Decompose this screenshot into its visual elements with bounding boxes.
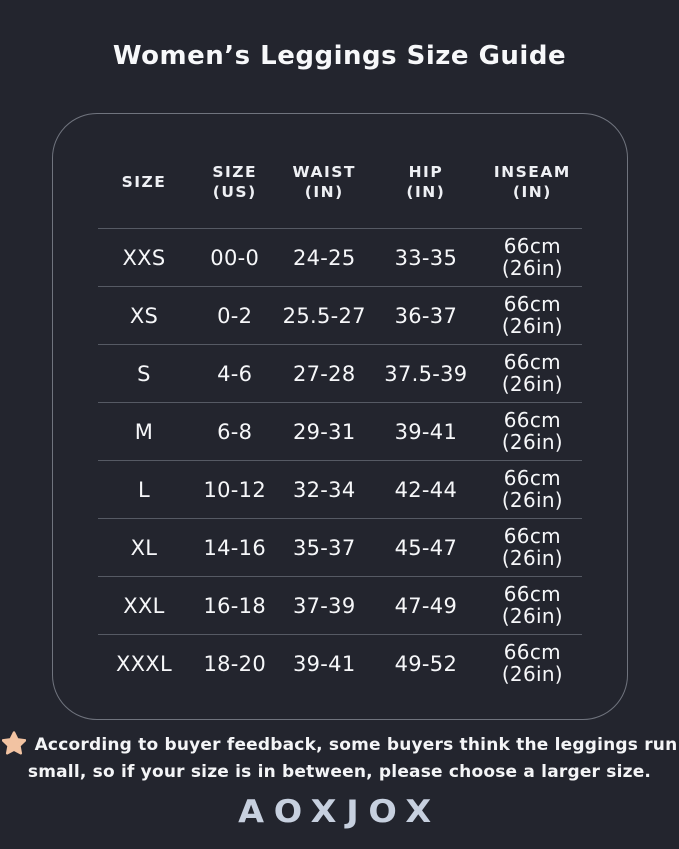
table-row-xxs	[98, 228, 582, 286]
size-us-cell: 10-12	[203, 477, 266, 502]
hip-cell: 36-37	[394, 303, 458, 328]
table-row-m	[98, 402, 582, 460]
inseam-cm: 66cm	[503, 581, 561, 606]
column-header-size-us	[190, 162, 280, 202]
table-row-xxl	[98, 576, 582, 634]
table-row-xs	[98, 286, 582, 344]
size-cell: XXS	[122, 245, 166, 270]
column-header-line: SIZE	[121, 172, 167, 191]
hip-cell: 47-49	[394, 593, 458, 618]
inseam-in: (26in)	[501, 371, 563, 396]
size-cell: L	[137, 477, 150, 502]
hip-cell: 42-44	[394, 477, 458, 502]
waist-cell: 32-34	[292, 477, 356, 502]
note-text-line-1: According to buyer feedback, some buyers think the leggings run	[34, 735, 678, 755]
size-cell: XXXL	[115, 651, 172, 676]
size-us-cell: 6-8	[217, 419, 253, 444]
waist-cell: 27-28	[292, 361, 356, 386]
inseam-cm: 66cm	[503, 349, 561, 374]
waist-cell: 35-37	[292, 535, 356, 560]
inseam-cm: 66cm	[503, 233, 561, 258]
size-cell: XL	[130, 535, 158, 560]
inseam-in: (26in)	[501, 603, 563, 628]
column-header-hip	[369, 162, 483, 202]
note-text-line-2: small, so if your size is in between, please choose a larger size.	[27, 762, 652, 782]
column-header-inseam	[483, 162, 582, 202]
hip-cell: 39-41	[394, 419, 458, 444]
note-line-2	[0, 759, 679, 786]
size-table-card	[52, 113, 628, 720]
size-us-cell: 18-20	[203, 651, 266, 676]
hip-cell: 33-35	[394, 245, 458, 270]
column-header-line: HIP	[408, 162, 444, 181]
brand-logo: AOXJOX	[238, 794, 441, 830]
inseam-in: (26in)	[501, 661, 563, 686]
column-header-line: (IN)	[512, 183, 552, 201]
hip-cell: 37.5-39	[384, 361, 468, 386]
column-header-line: SIZE	[212, 162, 258, 181]
column-header-line: WAIST	[292, 162, 356, 181]
column-header-line: (IN)	[406, 183, 446, 201]
waist-cell: 39-41	[292, 651, 356, 676]
size-cell: M	[134, 419, 154, 444]
size-us-cell: 00-0	[210, 245, 260, 270]
hip-cell: 45-47	[394, 535, 458, 560]
buyer-feedback-note	[0, 731, 679, 786]
waist-cell: 29-31	[292, 419, 356, 444]
size-us-cell: 14-16	[203, 535, 266, 560]
inseam-cell	[483, 465, 582, 512]
inseam-in: (26in)	[501, 429, 563, 454]
inseam-cm: 66cm	[503, 523, 561, 548]
column-header-line: INSEAM	[493, 162, 571, 181]
inseam-cell	[483, 349, 582, 396]
inseam-cell	[483, 523, 582, 570]
size-cell: XS	[129, 303, 159, 328]
inseam-cm: 66cm	[503, 465, 561, 490]
waist-cell: 25.5-27	[282, 303, 366, 328]
hip-cell: 49-52	[394, 651, 458, 676]
waist-cell: 37-39	[292, 593, 356, 618]
inseam-cm: 66cm	[503, 639, 561, 664]
size-cell: S	[137, 361, 151, 386]
size-us-cell: 4-6	[217, 361, 253, 386]
inseam-in: (26in)	[501, 545, 563, 570]
inseam-cell	[483, 639, 582, 686]
inseam-cm: 66cm	[503, 407, 561, 432]
table-header-row	[98, 114, 582, 228]
column-header-waist	[279, 162, 369, 202]
table-row-s	[98, 344, 582, 402]
table-row-xl	[98, 518, 582, 576]
column-header-size	[98, 172, 190, 192]
size-cell: XXL	[123, 593, 165, 618]
inseam-cell	[483, 581, 582, 628]
table-row-l	[98, 460, 582, 518]
size-us-cell: 0-2	[217, 303, 253, 328]
inseam-cm: 66cm	[503, 291, 561, 316]
star-icon	[2, 731, 26, 755]
inseam-cell	[483, 291, 582, 338]
column-header-line: (US)	[212, 183, 257, 201]
inseam-cell	[483, 233, 582, 280]
page-title: Women’s Leggings Size Guide	[112, 41, 567, 71]
note-line-1	[0, 731, 679, 759]
size-us-cell: 16-18	[203, 593, 266, 618]
inseam-in: (26in)	[501, 313, 563, 338]
table-row-xxxl	[98, 634, 582, 692]
inseam-in: (26in)	[501, 255, 563, 280]
inseam-cell	[483, 407, 582, 454]
column-header-line: (IN)	[304, 183, 344, 201]
waist-cell: 24-25	[292, 245, 356, 270]
inseam-in: (26in)	[501, 487, 563, 512]
